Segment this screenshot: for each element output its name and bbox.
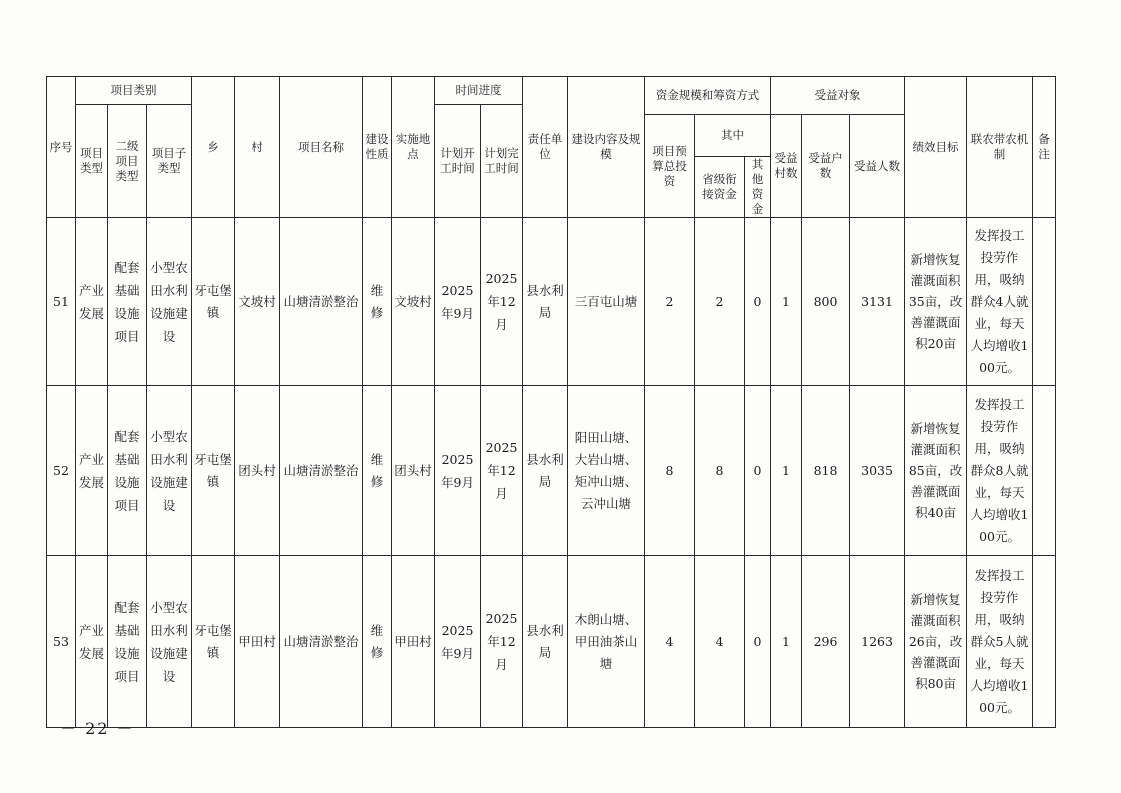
header-funding-group: 资金规模和筹资方式 — [645, 77, 771, 115]
row-planned-start: 2025年9月 — [435, 556, 481, 728]
row-remarks — [1033, 386, 1056, 556]
header-seq: 序号 — [47, 77, 76, 218]
header-beneficiary-people: 受益人数 — [850, 115, 905, 218]
row-planned-end: 2025年12月 — [481, 556, 523, 728]
row-project-name: 山塘清淤整治 — [280, 218, 363, 386]
header-beneficiary-villages: 受益村数 — [771, 115, 802, 218]
row-planned-end: 2025年12月 — [481, 386, 523, 556]
row-beneficiary-people: 1263 — [850, 556, 905, 728]
table-row — [47, 556, 1056, 728]
row-project-name: 山塘清淤整治 — [280, 556, 363, 728]
row-other-funds: 0 — [745, 556, 771, 728]
row-secondary-type: 配套基础设施项目 — [108, 556, 147, 728]
row-beneficiary-villages: 1 — [771, 386, 802, 556]
row-village: 团头村 — [235, 386, 280, 556]
header-farmer-mechanism: 联农带农机制 — [967, 77, 1033, 218]
header-location: 实施地点 — [392, 77, 435, 218]
header-total-budget: 项目预算总投资 — [645, 115, 695, 218]
row-other-funds: 0 — [745, 386, 771, 556]
header-project-name: 项目名称 — [280, 77, 363, 218]
row-other-funds: 0 — [745, 218, 771, 386]
row-provincial-funds: 2 — [695, 218, 745, 386]
row-seq: 52 — [47, 386, 76, 556]
row-responsible-unit: 县水利局 — [523, 218, 568, 386]
header-planned-start: 计划开工时间 — [435, 105, 481, 218]
row-beneficiary-people: 3131 — [850, 218, 905, 386]
row-village: 甲田村 — [235, 556, 280, 728]
row-beneficiary-villages: 1 — [771, 556, 802, 728]
row-sub-type: 小型农田水利设施建设 — [147, 556, 192, 728]
row-township: 牙屯堡镇 — [192, 386, 235, 556]
header-township: 乡 — [192, 77, 235, 218]
table-row — [47, 218, 1056, 386]
row-remarks — [1033, 218, 1056, 386]
row-performance-target: 新增恢复灌溉面积35亩，改善灌溉面积20亩 — [905, 218, 967, 386]
row-construction-nature: 维修 — [363, 386, 392, 556]
header-provincial-funds: 省级衔接资金 — [695, 157, 745, 218]
row-secondary-type: 配套基础设施项目 — [108, 218, 147, 386]
table-body — [47, 218, 1056, 728]
row-beneficiary-households: 296 — [802, 556, 850, 728]
row-beneficiary-households: 800 — [802, 218, 850, 386]
header-sub-type: 项目子类型 — [147, 105, 192, 218]
row-village: 文坡村 — [235, 218, 280, 386]
header-remarks: 备注 — [1033, 77, 1056, 218]
row-remarks — [1033, 556, 1056, 728]
row-construction-nature: 维修 — [363, 556, 392, 728]
row-township: 牙屯堡镇 — [192, 218, 235, 386]
header-performance-target: 绩效目标 — [905, 77, 967, 218]
header-secondary-type: 二级项目类型 — [108, 105, 147, 218]
row-responsible-unit: 县水利局 — [523, 386, 568, 556]
header-schedule-group: 时间进度 — [435, 77, 523, 105]
header-beneficiary-households: 受益户数 — [802, 115, 850, 218]
header-project-type: 项目类型 — [76, 105, 108, 218]
header-other-funds: 其他资金 — [745, 157, 771, 218]
row-beneficiary-households: 818 — [802, 386, 850, 556]
row-beneficiary-people: 3035 — [850, 386, 905, 556]
row-farmer-mechanism: 发挥投工投劳作用，吸纳群众4人就业，每天人均增收100元。 — [967, 218, 1033, 386]
row-planned-start: 2025年9月 — [435, 218, 481, 386]
page-number: － 22 － — [60, 719, 135, 738]
header-village: 村 — [235, 77, 280, 218]
row-content-scale: 阳田山塘、大岩山塘、矩冲山塘、云冲山塘 — [568, 386, 645, 556]
row-total-budget: 8 — [645, 386, 695, 556]
row-performance-target: 新增恢复灌溉面积26亩，改善灌溉面积80亩 — [905, 556, 967, 728]
row-project-name: 山塘清淤整治 — [280, 386, 363, 556]
row-construction-nature: 维修 — [363, 218, 392, 386]
row-farmer-mechanism: 发挥投工投劳作用，吸纳群众5人就业，每天人均增收100元。 — [967, 556, 1033, 728]
header-of-which: 其中 — [695, 115, 771, 157]
row-location: 甲田村 — [392, 556, 435, 728]
row-seq: 53 — [47, 556, 76, 728]
row-content-scale: 木朗山塘、甲田油茶山塘 — [568, 556, 645, 728]
project-table — [46, 76, 1056, 728]
header-construction-nature: 建设性质 — [363, 77, 392, 218]
row-project-type: 产业发展 — [76, 556, 108, 728]
header-content-scale: 建设内容及规模 — [568, 77, 645, 218]
row-location: 团头村 — [392, 386, 435, 556]
row-farmer-mechanism: 发挥投工投劳作用，吸纳群众8人就业，每天人均增收100元。 — [967, 386, 1033, 556]
table-row — [47, 386, 1056, 556]
row-planned-start: 2025年9月 — [435, 386, 481, 556]
row-planned-end: 2025年12月 — [481, 218, 523, 386]
row-content-scale: 三百屯山塘 — [568, 218, 645, 386]
row-provincial-funds: 4 — [695, 556, 745, 728]
row-responsible-unit: 县水利局 — [523, 556, 568, 728]
row-project-type: 产业发展 — [76, 386, 108, 556]
row-sub-type: 小型农田水利设施建设 — [147, 218, 192, 386]
row-sub-type: 小型农田水利设施建设 — [147, 386, 192, 556]
row-total-budget: 4 — [645, 556, 695, 728]
row-location: 文坡村 — [392, 218, 435, 386]
row-seq: 51 — [47, 218, 76, 386]
row-performance-target: 新增恢复灌溉面积85亩，改善灌溉面积40亩 — [905, 386, 967, 556]
row-secondary-type: 配套基础设施项目 — [108, 386, 147, 556]
row-township: 牙屯堡镇 — [192, 556, 235, 728]
header-responsible-unit: 责任单位 — [523, 77, 568, 218]
header-category-group: 项目类别 — [76, 77, 192, 105]
row-project-type: 产业发展 — [76, 218, 108, 386]
row-total-budget: 2 — [645, 218, 695, 386]
row-beneficiary-villages: 1 — [771, 218, 802, 386]
header-beneficiary-group: 受益对象 — [771, 77, 905, 115]
row-provincial-funds: 8 — [695, 386, 745, 556]
header-planned-end: 计划完工时间 — [481, 105, 523, 218]
